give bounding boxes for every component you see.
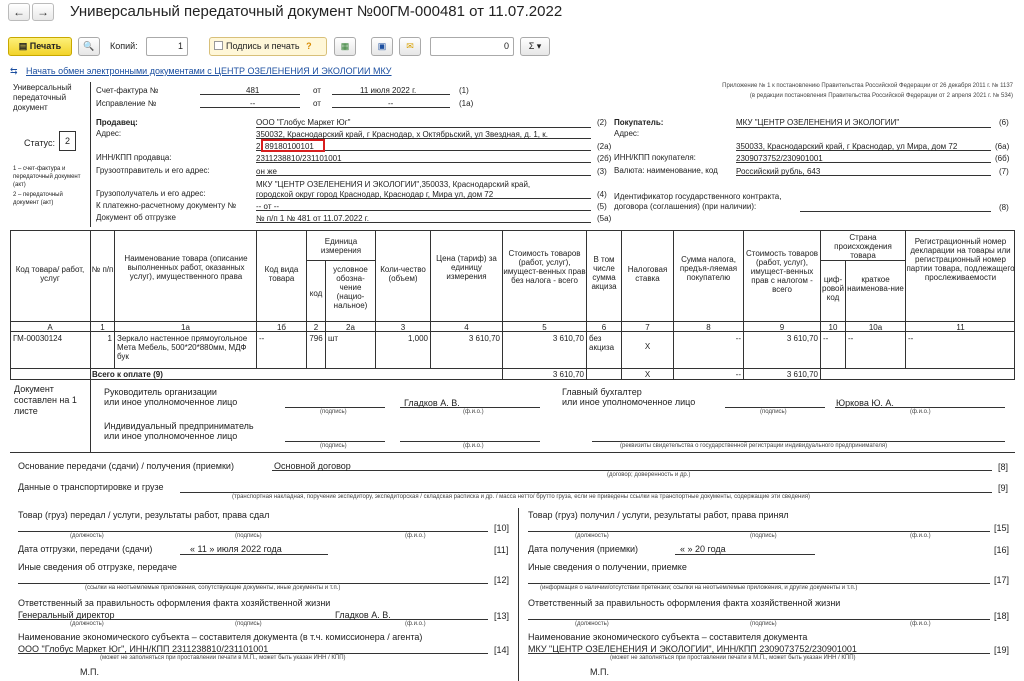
sig-caption: (подпись) <box>750 621 777 627</box>
th-index: А <box>47 323 53 332</box>
sign-print-checkbox[interactable] <box>214 41 223 50</box>
buyer-code: (6) <box>999 118 1009 127</box>
cell-qty: 1,000 <box>407 334 428 343</box>
receive-resp-code: [18] <box>994 611 1010 621</box>
seller-code: (2) <box>597 118 607 127</box>
cell-name: Зеркало настенное прямоугольное Мета Мебель, 500*20*880мм, МДФ бук <box>117 334 248 361</box>
ship-date-label: Дата отгрузки, передачи (сдачи) <box>18 544 153 554</box>
currency-value: Российский рубль, 643 <box>736 167 821 176</box>
help-icon[interactable]: ? <box>306 41 312 51</box>
currency-label: Валюта: наименование, код <box>614 166 718 175</box>
email-button[interactable] <box>399 37 421 56</box>
copies-input[interactable]: 1 <box>146 37 188 56</box>
doc-pages-note: Документ составлен на 1 листе <box>14 384 77 416</box>
seller-address-code: (2а) <box>597 142 612 151</box>
th-index: 9 <box>779 323 785 332</box>
th-country: Страна происхождения товара <box>834 233 892 260</box>
ship-other-code: [12] <box>494 575 510 585</box>
consignee-code: (4) <box>597 190 607 199</box>
buyer-address-code: (6а) <box>995 142 1010 151</box>
transport-note: (транспортная накладная, поручение экспедитору, экспедиторская / складская расписка и др. / масса нетто/ брутто груза, если не приведены ссылки на транспортные документы, содержащие эти сведения) <box>232 494 810 500</box>
buyer-inn: 2309073752/230901001 <box>736 154 823 163</box>
stamp-place: М.П. <box>590 667 609 677</box>
appendix-note-2: (в редакции постановления Правительства Российской Федерации от 2 апреля 2021 г. № 534) <box>749 93 1013 99</box>
cell-country-name: -- <box>848 334 854 343</box>
th-index: 10а <box>868 323 883 332</box>
cell-unit-name: шт <box>328 334 339 343</box>
buyer-label: Покупатель: <box>614 118 664 127</box>
invoice-number: 481 <box>246 86 260 95</box>
ship-resp-position: Генеральный директор <box>18 610 115 620</box>
basis-value: Основной договор <box>274 461 351 471</box>
cell-unit-code: 796 <box>309 334 323 343</box>
head-name: Гладков А. В. <box>404 398 460 408</box>
receive-resp-label: Ответственный за правильность оформления факта хозяйственной жизни <box>528 598 841 608</box>
receive-other-label: Иные сведения о получении, приемке <box>528 562 687 572</box>
payment-label: К платежно-расчетному документу № <box>96 201 237 210</box>
from-label-2: от <box>313 99 321 108</box>
total-rate: Х <box>644 370 651 379</box>
th-index: 6 <box>601 323 607 332</box>
transport-label: Данные о транспортировке и грузе <box>18 482 164 492</box>
upd-label: Универсальный передаточный документ <box>13 83 72 112</box>
position-caption: (должность) <box>70 533 104 539</box>
ship-date-value: « 11 » июля 2022 года <box>190 544 282 554</box>
receive-date-code: [16] <box>994 545 1010 555</box>
ship-entity-label: Наименование экономического субъекта – составителя документа (в т.ч. комиссионера / агента) <box>18 632 423 642</box>
stamp-note: (может не заполняться при проставлении печати в М.П., может быть указан ИНН / КПП) <box>610 655 856 661</box>
given-code: [10] <box>494 523 510 533</box>
status-note-1: 1 – счет-фактура и передаточный документ (акт) <box>13 166 81 188</box>
forward-button[interactable] <box>32 3 54 21</box>
arrow-right-icon: → <box>37 5 49 19</box>
seller-inn-code: (2б) <box>597 154 612 163</box>
head-label-1: Руководитель организации <box>104 387 217 397</box>
receive-date-label: Дата получения (приемки) <box>528 544 638 554</box>
table-icon: ▦ <box>340 41 350 51</box>
th-num: № п/п <box>91 265 114 274</box>
given-label: Товар (груз) передал / услуги, результаты работ, права сдал <box>18 510 270 520</box>
th-unit-code: код <box>309 289 323 298</box>
cell-excise: без акциза <box>589 334 615 352</box>
th-index: 2 <box>313 323 319 332</box>
fio-caption: (ф.и.о.) <box>463 409 484 415</box>
fio-caption: (ф.и.о.) <box>910 533 931 539</box>
sig-caption: (подпись) <box>760 409 787 415</box>
cell-tax: -- <box>735 334 741 343</box>
cell-num: 1 <box>107 334 112 343</box>
seller-label: Продавец: <box>96 118 138 127</box>
th-name: Наименование товара (описание выполненных работ, оказанных услуг), имущественного права <box>124 254 248 281</box>
sig-caption: (подпись) <box>320 409 347 415</box>
seller-address-2: 2, 89180100101 <box>256 142 314 151</box>
status-label: Статус: <box>24 138 55 148</box>
th-excise: В том числе сумма акциза <box>591 255 617 291</box>
fio-caption: (ф.и.о.) <box>405 533 426 539</box>
th-index: 11 <box>956 323 965 332</box>
buyer-address-label: Адрес: <box>614 129 640 138</box>
contract-label-1: Идентификатор государственного контракта, <box>614 192 782 201</box>
th-index: 1 <box>100 323 105 332</box>
seller-address-1: 350032, Краснодарский край, г Краснодар, х Октябрьский, ул Звездная, д. 1, к. <box>256 130 548 139</box>
fio-caption: (ф.и.о.) <box>910 409 931 415</box>
ip-label-1: Индивидуальный предприниматель <box>104 421 254 431</box>
sig-caption: (подпись) <box>235 533 262 539</box>
th-reg: Регистрационный номер декларации на товары или регистрационный номер партии товара, подлежащего прослеживаемости <box>906 237 1015 282</box>
basis-note: (договор; доверенность и др.) <box>607 472 691 478</box>
payment-value: -- от -- <box>256 202 280 211</box>
code-1: (1) <box>459 86 469 95</box>
accountant-label-1: Главный бухгалтер <box>562 387 642 397</box>
seller-inn-label: ИНН/КПП продавца: <box>96 153 172 162</box>
th-price: Цена (тариф) за единицу измерения <box>436 254 497 281</box>
th-sum-with-tax: Стоимость товаров (работ, услуг), имущест-венных прав с налогом - всего <box>745 249 819 294</box>
th-sum-without-tax: Стоимость товаров (работ, услуг), имущест-венных прав без налога - всего <box>503 249 586 285</box>
fio-caption: (ф.и.о.) <box>463 443 484 449</box>
ip-label-2: или иное уполномоченное лицо <box>104 431 238 441</box>
th-index: 2а <box>346 323 355 332</box>
buyer-address: 350033, Краснодарский край, г Краснодар, ул Мира, дом 72 <box>736 142 958 151</box>
ship-date-code: [11] <box>494 545 509 555</box>
th-index: 1а <box>181 323 190 332</box>
edo-exchange-link[interactable]: Начать обмен электронными документами с ЦЕНТР ОЗЕЛЕНЕНИЯ И ЭКОЛОГИИ МКУ <box>26 66 392 76</box>
print-button[interactable]: ▤ Печать <box>8 37 72 56</box>
receive-other-note: (информация о наличии/отсутствии претензии; ссылки на неотъемлемые приложения, и другие документы и т.п.) <box>540 585 858 591</box>
buyer-inn-code: (6б) <box>995 154 1010 163</box>
th-code: Код товара/ работ, услуг <box>15 265 85 283</box>
shipper-code: (3) <box>597 167 607 176</box>
save-button[interactable] <box>371 37 393 56</box>
th-tax: Сумма налога, предъя-ляемая покупателю <box>679 255 738 282</box>
cell-reg: -- <box>908 334 914 343</box>
ship-entity-code: [14] <box>494 645 510 655</box>
code-1a: (1а) <box>459 99 474 108</box>
basis-label: Основание передачи (сдачи) / получения (приемки) <box>18 461 234 471</box>
preview-button[interactable] <box>78 37 100 56</box>
contract-label-2: договора (соглашения) (при наличии): <box>614 202 757 211</box>
th-country-code: циф-ровой код <box>822 275 844 302</box>
shipper-value: он же <box>256 167 277 176</box>
sig-caption: (подпись) <box>235 621 262 627</box>
status-value: 2 <box>59 131 76 151</box>
accountant-name: Юркова Ю. А. <box>836 398 894 408</box>
toolbar <box>0 0 1024 62</box>
stamp-place: М.П. <box>80 667 99 677</box>
th-unit: Единица измерения <box>320 237 362 255</box>
window-title: Универсальный передаточный документ №00ГМ-000481 от 11.07.2022 <box>70 3 563 20</box>
payment-code: (5) <box>597 202 607 211</box>
consignee-1: МКУ "ЦЕНТР ОЗЕЛЕНЕНИЯ И ЭКОЛОГИИ",350033, Краснодарский край, <box>256 180 531 189</box>
cell-code: ГМ-00030124 <box>13 334 63 343</box>
ship-resp-name: Гладков А. В. <box>335 610 391 620</box>
received-code: [15] <box>994 523 1010 533</box>
seller-address-label: Адрес: <box>96 129 122 138</box>
invoice-label: Счет-фактура № <box>96 86 159 95</box>
contract-code: (8) <box>999 203 1009 212</box>
th-index: 10 <box>828 323 838 332</box>
cell-rate: Х <box>644 342 651 351</box>
ship-other-note: (ссылки на неотъемлемые приложения, сопутствующие документы, иные документы и т.п.) <box>85 585 341 591</box>
th-index: 3 <box>400 323 406 332</box>
currency-code: (7) <box>999 167 1009 176</box>
total-tax: -- <box>735 370 741 379</box>
th-kind: Код вида товара <box>264 265 299 283</box>
th-index: 1б <box>276 323 287 332</box>
receive-entity-value: МКУ "ЦЕНТР ОЗЕЛЕНЕНИЯ И ЭКОЛОГИИ", ИНН/КПП 2309073752/230901001 <box>528 644 857 654</box>
correction-number: -- <box>250 99 256 108</box>
th-qty: Коли-чество (объем) <box>380 265 426 283</box>
accountant-label-2: или иное уполномоченное лицо <box>562 397 696 407</box>
floppy-icon: ▣ <box>377 41 387 51</box>
sig-caption: (подпись) <box>320 443 347 449</box>
receive-entity-label: Наименование экономического субъекта – составителя документа <box>528 632 808 642</box>
invoice-date: 11 июля 2022 г. <box>360 86 417 95</box>
transport-code: [9] <box>998 483 1009 493</box>
th-rate: Налоговая ставка <box>627 265 668 283</box>
sum-button[interactable]: Σ ▾ <box>520 37 550 56</box>
cell-sum-without-tax: 3 610,70 <box>552 334 584 343</box>
fio-caption: (ф.и.о.) <box>910 621 931 627</box>
correction-date: -- <box>388 99 394 108</box>
shipdoc-code: (5а) <box>597 214 612 223</box>
stamp-note: (может не заполняться при проставлении печати в М.П., может быть указан ИНН / КПП) <box>100 655 346 661</box>
total-sum-without-tax: 3 610,70 <box>552 370 584 379</box>
basis-code: [8] <box>998 462 1009 472</box>
upd-document <box>10 80 1015 681</box>
table-settings-button[interactable] <box>334 37 356 56</box>
appendix-note-1: Приложение № 1 к постановлению Правительства Российской Федерации от 26 декабря 2011 г. № 1137 <box>722 83 1013 89</box>
envelope-icon: ✉ <box>406 41 414 51</box>
amount-input[interactable]: 0 <box>430 37 514 56</box>
status-note-2: 2 – передаточный документ (акт) <box>13 192 63 206</box>
ship-resp-code: [13] <box>494 611 510 621</box>
cell-price: 3 610,70 <box>468 334 500 343</box>
buyer-name: МКУ "ЦЕНТР ОЗЕЛЕНЕНИЯ И ЭКОЛОГИИ" <box>736 118 900 127</box>
receive-date-value: « » 20 года <box>680 544 726 554</box>
th-index: 4 <box>464 323 469 332</box>
cell-sum-with-tax: 3 610,70 <box>786 334 818 343</box>
th-index: 7 <box>645 323 650 332</box>
back-button[interactable] <box>8 3 30 21</box>
total-label: Всего к оплате (9) <box>92 370 163 379</box>
total-sum-with-tax: 3 610,70 <box>786 370 818 379</box>
copies-label: Копий: <box>110 41 138 51</box>
position-caption: (должность) <box>70 621 104 627</box>
position-caption: (должность) <box>575 533 609 539</box>
arrow-left-icon: ← <box>13 5 25 19</box>
th-index: 5 <box>542 323 547 332</box>
ship-other-label: Иные сведения об отгрузке, передаче <box>18 562 177 572</box>
ip-requisites-caption: (реквизиты свидетельства о государственной регистрации индивидуального предпринимателя) <box>620 443 888 449</box>
sign-print-toggle[interactable]: Подпись и печать ? <box>209 37 327 56</box>
shipdoc-label: Документ об отгрузке <box>96 213 176 222</box>
consignee-label: Грузополучатель и его адрес: <box>96 189 206 198</box>
seller-inn: 2311238810/231101001 <box>256 154 342 163</box>
shipdoc-value: № п/п 1 № 481 от 11.07.2022 г. <box>256 214 369 223</box>
th-country-name: краткое наименова-ние <box>847 275 904 293</box>
ship-entity-value: ООО "Глобус Маркет Юг", ИНН/КПП 2311238810/231101001 <box>18 644 269 654</box>
magnifier-icon: 🔍 <box>83 41 95 51</box>
printer-icon: ▤ <box>18 41 30 51</box>
buyer-inn-label: ИНН/КПП покупателя: <box>614 153 696 162</box>
chevron-down-icon: ▾ <box>536 41 542 51</box>
cell-kind: -- <box>259 334 265 343</box>
correction-label: Исправление № <box>96 99 157 108</box>
th-index: 8 <box>706 323 711 332</box>
sig-caption: (подпись) <box>750 533 777 539</box>
highlight-frame <box>261 139 325 152</box>
received-label: Товар (груз) получил / услуги, результаты работ, права принял <box>528 510 789 520</box>
edo-icon: ⇆ <box>10 66 18 76</box>
fio-caption: (ф.и.о.) <box>405 621 426 627</box>
shipper-label: Грузоотправитель и его адрес: <box>96 166 210 175</box>
from-label: от <box>313 86 321 95</box>
consignee-2: городской округ город Краснодар, Краснодар г, Мира ул, дом 72 <box>256 190 494 199</box>
head-label-2: или иное уполномоченное лицо <box>104 397 238 407</box>
position-caption: (должность) <box>575 621 609 627</box>
ship-resp-label: Ответственный за правильность оформления факта хозяйственной жизни <box>18 598 331 608</box>
th-unit-name: условное обозна-чение (нацио-нальное) <box>333 265 368 310</box>
receive-entity-code: [19] <box>994 645 1010 655</box>
cell-country-code: -- <box>823 334 829 343</box>
receive-other-code: [17] <box>994 575 1010 585</box>
seller-name: ООО "Глобус Маркет Юг" <box>256 118 351 127</box>
